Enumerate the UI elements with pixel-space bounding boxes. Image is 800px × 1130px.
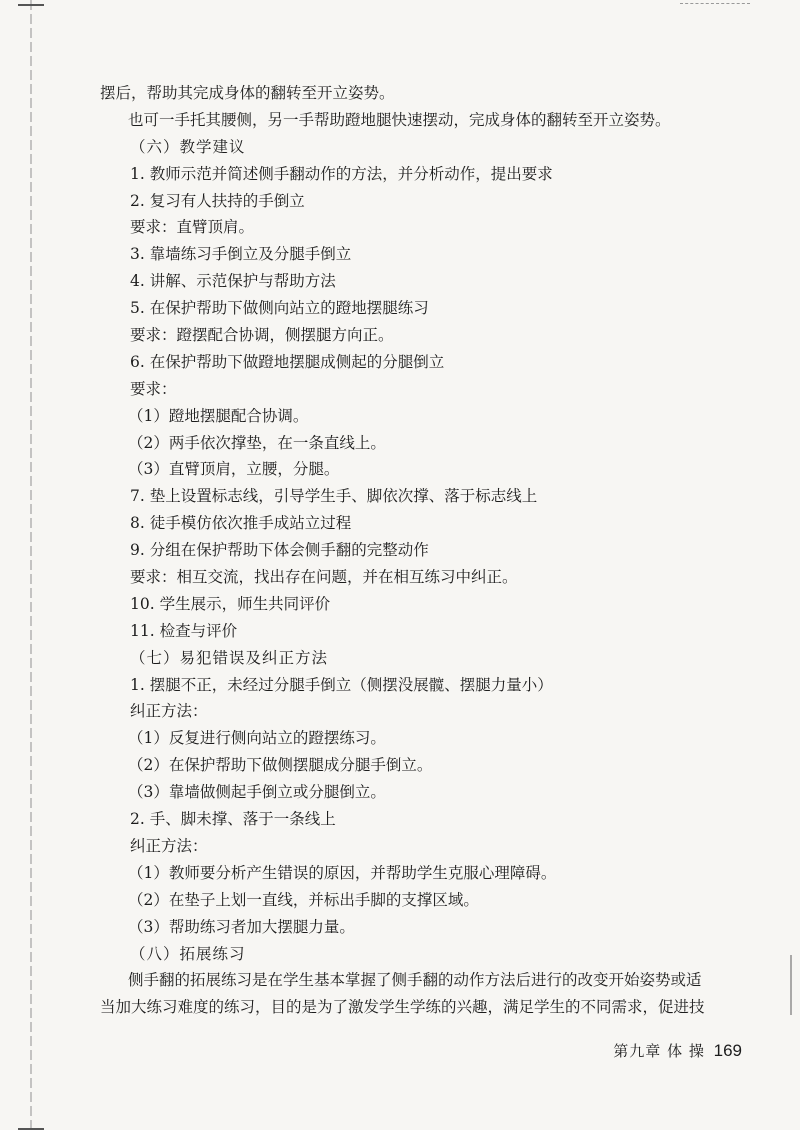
list-item: 纠正方法： xyxy=(130,702,208,721)
page-number: 169 xyxy=(713,1041,742,1060)
sub-list-item: （2）在垫子上划一直线，并标出手脚的支撑区域。 xyxy=(128,890,479,909)
list-item: 8. 徒手模仿依次推手成站立过程 xyxy=(130,514,352,533)
list-item: 4. 讲解、示范保护与帮助方法 xyxy=(130,272,336,291)
scan-mark xyxy=(680,3,750,5)
list-item: 7. 垫上设置标志线，引导学生手、脚依次撑、落于标志线上 xyxy=(130,487,538,506)
list-item: 要求：蹬摆配合协调，侧摆腿方向正。 xyxy=(130,326,394,345)
list-item: 2. 复习有人扶持的手倒立 xyxy=(130,191,305,210)
list-item: 要求： xyxy=(130,379,177,398)
page-body xyxy=(100,80,750,1021)
paragraph-line: 也可一手托其腰侧，另一手帮助蹬地腿快速摆动，完成身体的翻转至开立姿势。 xyxy=(128,110,671,129)
section-heading: （八）拓展练习 xyxy=(130,944,246,963)
crop-mark-bottom xyxy=(18,1118,44,1130)
list-item: 2. 手、脚未撑、落于一条线上 xyxy=(130,810,336,829)
list-item: 1. 摆腿不正，未经过分腿手倒立（侧摆没展髋、摆腿力量小） xyxy=(130,675,553,694)
list-item: 纠正方法： xyxy=(130,836,208,855)
sub-list-item: （1）蹬地摆腿配合协调。 xyxy=(128,406,309,425)
section-heading: （六）教学建议 xyxy=(130,137,246,156)
sub-list-item: （2）在保护帮助下做侧摆腿成分腿手倒立。 xyxy=(128,756,433,775)
list-item: 3. 靠墙练习手倒立及分腿手倒立 xyxy=(130,245,352,264)
list-item: 1. 教师示范并简述侧手翻动作的方法，并分析动作，提出要求 xyxy=(130,164,553,183)
list-item: 9. 分组在保护帮助下体会侧手翻的完整动作 xyxy=(130,541,429,560)
sub-list-item: （2）两手依次撑垫，在一条直线上。 xyxy=(128,433,386,452)
list-item: 6. 在保护帮助下做蹬地摆腿成侧起的分腿倒立 xyxy=(130,352,445,371)
section-heading: （七）易犯错误及纠正方法 xyxy=(130,648,329,667)
body-text-line: 摆后，帮助其完成身体的翻转至开立姿势。 xyxy=(100,84,395,102)
sub-list-item: （1）教师要分析产生错误的原因，并帮助学生克服心理障碍。 xyxy=(128,863,557,882)
sub-list-item: （3）直臂顶肩，立腰，分腿。 xyxy=(128,460,340,479)
sub-list-item: （3）帮助练习者加大摆腿力量。 xyxy=(128,917,355,936)
list-item: 要求：相互交流，找出存在问题，并在相互练习中纠正。 xyxy=(130,568,518,587)
chapter-title: 第九章 体 操 xyxy=(613,1042,705,1060)
crop-mark-top xyxy=(18,4,44,16)
paragraph-line: 侧手翻的拓展练习是在学生基本掌握了侧手翻的动作方法后进行的改变开始姿势或适 xyxy=(128,971,702,990)
list-item: 要求：直臂顶肩。 xyxy=(130,218,255,237)
binding-edge xyxy=(30,0,32,1130)
scan-mark xyxy=(790,955,792,1015)
page-footer xyxy=(613,1040,742,1061)
body-text-line: 当加大练习难度的练习，目的是为了激发学生学练的兴趣，满足学生的不同需求，促进技 xyxy=(100,998,705,1017)
sub-list-item: （3）靠墙做侧起手倒立或分腿倒立。 xyxy=(128,783,386,802)
list-item: 11. 检查与评价 xyxy=(130,621,238,640)
list-item: 5. 在保护帮助下做侧向站立的蹬地摆腿练习 xyxy=(130,299,429,318)
sub-list-item: （1）反复进行侧向站立的蹬摆练习。 xyxy=(128,729,386,748)
list-item: 10. 学生展示，师生共同评价 xyxy=(130,594,331,613)
